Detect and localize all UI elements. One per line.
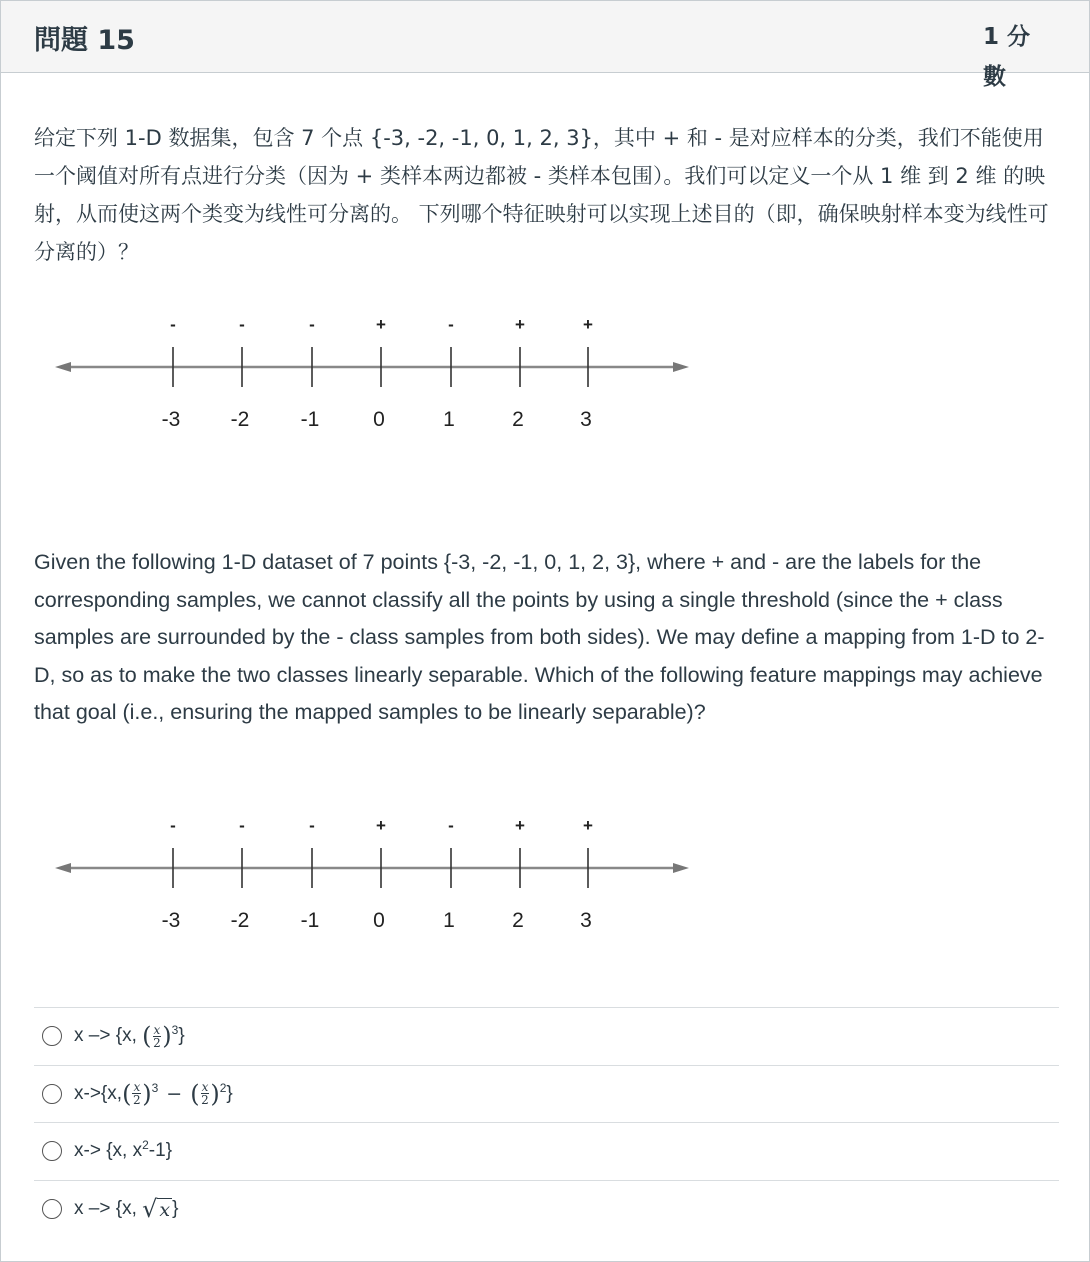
answer-list bbox=[34, 1007, 1059, 1237]
question-text-zh: 给定下列 1-D 数据集，包含 7 个点 {-3, -2, -1, 0, 1, 2, 3}，其中 + 和 - 是对应样本的分类，我们不能使用一个阈值对所有点进行分类（因为 + 类样本两边都被 - 类样本包围）。我们可以定义一个从 1 维 到 2 维 的映射，从而使这两个类变为线性可分离的。 下列哪个特征映射可以实现上述目的（即，确保映射样本变为线性可分离的）？ bbox=[34, 126, 1049, 264]
answer-option-3[interactable] bbox=[34, 1122, 1059, 1180]
answer-text: x –> {x, bbox=[74, 1197, 143, 1219]
answer-label bbox=[74, 1081, 233, 1106]
question-title: 問題 15 bbox=[34, 25, 135, 56]
exponent: 2 bbox=[219, 1080, 227, 1095]
tick-label: -1 bbox=[300, 408, 320, 431]
tick-label: 1 bbox=[443, 909, 455, 932]
math-paren: ( bbox=[142, 1022, 152, 1051]
answer-suffix: } bbox=[178, 1025, 185, 1047]
tick-label: 2 bbox=[512, 909, 524, 932]
tick-label: 1 bbox=[443, 408, 455, 431]
radio-button[interactable] bbox=[42, 1026, 62, 1046]
math-paren: ) bbox=[142, 1079, 152, 1108]
math-paren: ( bbox=[122, 1079, 132, 1108]
minus-sign: − bbox=[166, 1082, 183, 1105]
axis-arrow-left bbox=[55, 362, 71, 372]
class-label: - bbox=[239, 816, 245, 835]
class-label: + bbox=[583, 816, 593, 835]
exponent: 2 bbox=[142, 1138, 149, 1153]
class-label: - bbox=[170, 315, 176, 334]
tick-label: -2 bbox=[230, 909, 250, 932]
frac-numerator: x bbox=[201, 1080, 209, 1095]
radicand: x bbox=[159, 1198, 171, 1221]
class-label: - bbox=[170, 816, 176, 835]
answer-option-2[interactable] bbox=[34, 1065, 1059, 1123]
number-line-figure-2 bbox=[41, 807, 701, 937]
class-label: + bbox=[515, 816, 525, 835]
tick-label: 3 bbox=[580, 408, 592, 431]
answer-label bbox=[74, 1140, 172, 1162]
class-label: + bbox=[376, 816, 386, 835]
tick-label: 0 bbox=[373, 909, 385, 932]
frac-denominator: 2 bbox=[133, 1093, 141, 1108]
math-paren: ( bbox=[190, 1079, 200, 1108]
answer-suffix: } bbox=[172, 1197, 179, 1219]
math-paren: ) bbox=[210, 1079, 220, 1108]
exponent: 3 bbox=[151, 1080, 159, 1095]
class-label: + bbox=[376, 315, 386, 334]
class-label: - bbox=[309, 315, 315, 334]
answer-suffix: -1} bbox=[148, 1140, 173, 1162]
class-label: - bbox=[309, 816, 315, 835]
answer-text: x –> {x, bbox=[74, 1025, 143, 1047]
fraction bbox=[201, 1081, 210, 1106]
tick-label: -1 bbox=[300, 909, 320, 932]
class-label: + bbox=[583, 315, 593, 334]
answer-label bbox=[74, 1194, 179, 1223]
tick-label: 2 bbox=[512, 408, 524, 431]
answer-text: x->{x, bbox=[74, 1082, 123, 1104]
answer-suffix: } bbox=[226, 1082, 233, 1104]
axis-arrow-left bbox=[55, 863, 71, 873]
tick-label: -2 bbox=[230, 408, 250, 431]
question-text-en: Given the following 1-D dataset of 7 points {-3, -2, -1, 0, 1, 2, 3}, where + and - are the labels for the corresponding samples, we cannot classify all the points by using a single threshold (since the + class samples are surrounded by the - class samples from both sides). We may define a mapping from 1-D to 2-D, so as to make the two classes linearly separable. Which of the following feature mappings may achieve that goal (i.e., ensuring the mapped samples to be linearly separable)? bbox=[34, 550, 1045, 725]
tick-label: -3 bbox=[161, 909, 181, 932]
radio-button[interactable] bbox=[42, 1199, 62, 1219]
axis-arrow-right bbox=[673, 362, 689, 372]
tick-label: -3 bbox=[161, 408, 181, 431]
answer-text: x-> {x, x bbox=[74, 1140, 143, 1162]
tick-label: 3 bbox=[580, 909, 592, 932]
fraction bbox=[153, 1024, 162, 1049]
number-line bbox=[41, 306, 701, 436]
radio-button[interactable] bbox=[42, 1141, 62, 1161]
question-header bbox=[1, 1, 1089, 90]
tick-label: 0 bbox=[373, 408, 385, 431]
radical-sign: √ bbox=[142, 1194, 158, 1223]
answer-option-4[interactable] bbox=[34, 1180, 1059, 1238]
class-label: - bbox=[448, 816, 454, 835]
answer-label bbox=[74, 1024, 185, 1049]
frac-denominator: 2 bbox=[201, 1093, 209, 1108]
math-paren: ) bbox=[162, 1022, 172, 1051]
fraction bbox=[132, 1081, 141, 1106]
exponent: 3 bbox=[171, 1023, 179, 1038]
axis-arrow-right bbox=[673, 863, 689, 873]
class-label: - bbox=[448, 315, 454, 334]
frac-numerator: x bbox=[153, 1022, 161, 1037]
question-points: 1 分數 bbox=[983, 24, 1031, 90]
class-label: + bbox=[515, 315, 525, 334]
number-line-figure bbox=[41, 306, 701, 436]
frac-numerator: x bbox=[133, 1080, 141, 1095]
frac-denominator: 2 bbox=[153, 1035, 161, 1050]
radio-button[interactable] bbox=[42, 1084, 62, 1104]
number-line bbox=[41, 807, 701, 937]
class-label: - bbox=[239, 315, 245, 334]
square-root bbox=[142, 1194, 172, 1223]
answer-option-1[interactable] bbox=[34, 1007, 1059, 1065]
